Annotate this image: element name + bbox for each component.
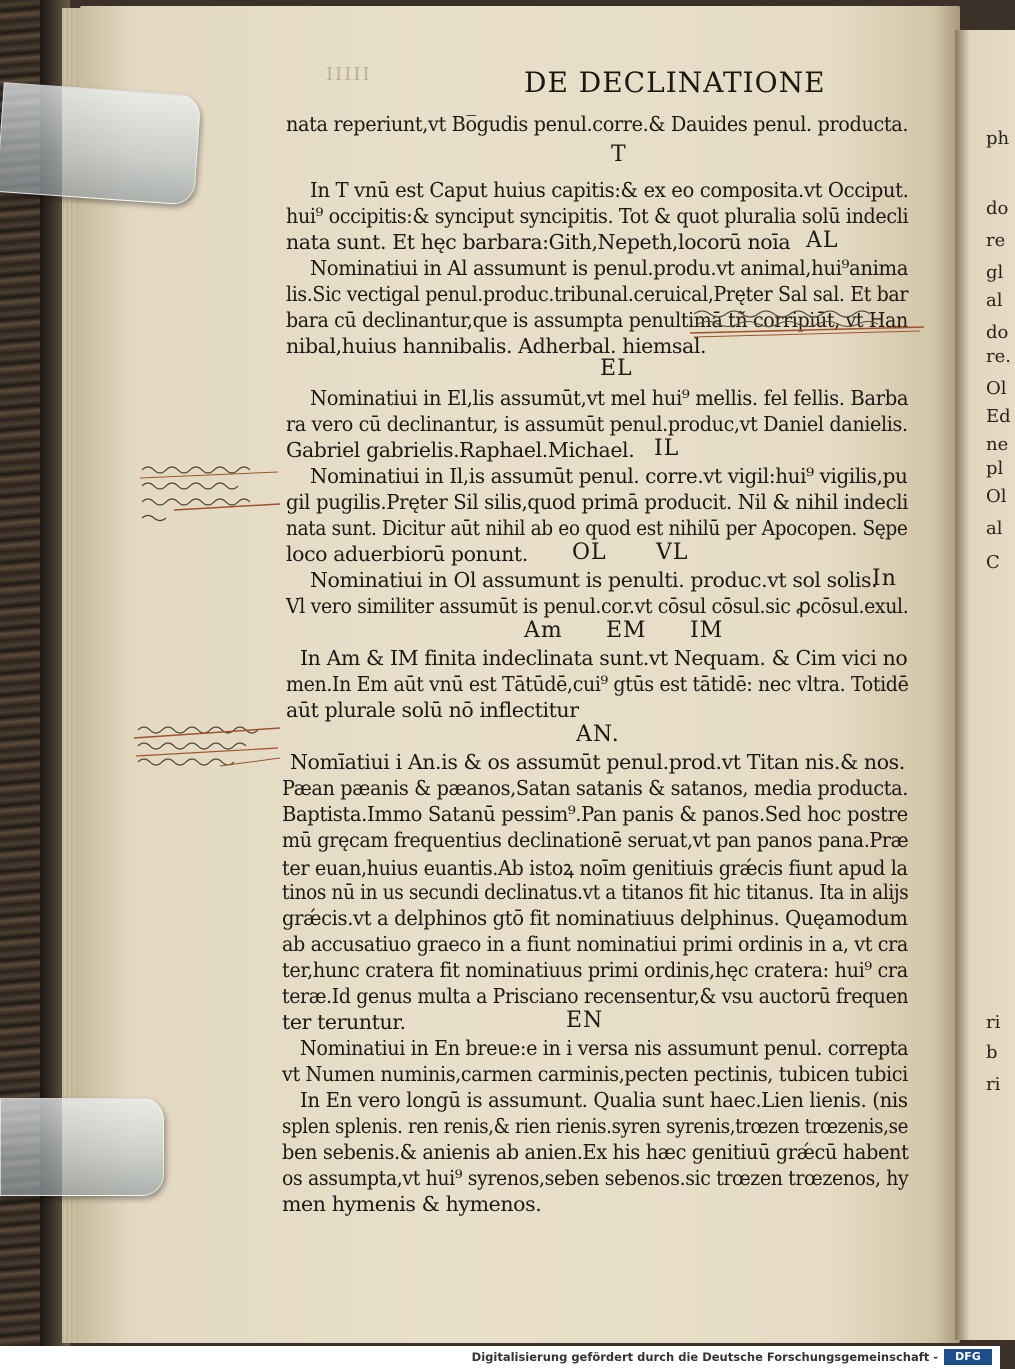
text-line: hui⁹ occipitis:& synciput syncipitis. Tot & quot pluralia solū indecli: [286, 204, 909, 228]
facing-page-fragment: re.: [986, 346, 1011, 367]
facing-page-fragment: ph: [986, 128, 1010, 149]
text-line: nibal,huius hannibalis. Adherbal. hiemsal.: [286, 334, 707, 358]
text-line: ben sebenis.& anienis ab anien.Ex his hæc genitiuū grǽcū habent: [282, 1140, 909, 1164]
text-line: nata reperiunt,vt Bo̅gudis penul.corre.& Dauides penul. producta.: [286, 112, 909, 136]
text-line: ra vero cū declinantur, is assumūt penul.produc,vt Daniel danielis.: [286, 412, 908, 436]
facing-page-fragment: Ol: [986, 486, 1007, 507]
text-line: Nominatiui in Al assumunt is penul.produ.vt animal,hui⁹anima: [310, 256, 909, 280]
facing-page-fragment: b: [986, 1042, 998, 1063]
facing-page-fragment: pl: [986, 458, 1004, 479]
text-line: ab accusatiuo graeco in a fiunt nominatiui primi ordinis in a, vt cra: [282, 932, 908, 956]
section-head: In: [872, 566, 897, 591]
text-line: gil pugilis.Pręter Sil silis,quod primā producit. Nil & nihil indecli: [286, 490, 909, 514]
facing-page-fragment: gl: [986, 262, 1004, 283]
handwritten-annotation-2: [134, 458, 284, 538]
text-line: In T vnū est Caput huius capitis:& ex eo composita.vt Occiput.: [310, 178, 909, 202]
text-line: Nominatiui in En breue:e in i versa nis assumunt penul. correpta: [300, 1036, 909, 1060]
text-line: nata sunt. Et hęc barbara:Gith,Nepeth,locorū noīa: [286, 230, 791, 254]
facing-page-fragment: Ed: [986, 406, 1011, 427]
text-line: men.In Em aūt vnū est Tātūdē,cui⁹ gtūs est tātidē: nec vltra. Totidē: [286, 672, 909, 696]
text-line: Pæan pæanis & pæanos,Satan satanis & satanos, media producta.: [282, 776, 908, 800]
section-head: EL: [600, 356, 633, 381]
text-line: tinos nū in us secundi declinatus.vt a titanos fit hic titanus. Ita in alijs: [282, 880, 909, 904]
facing-page-fragment: do: [986, 198, 1009, 219]
section-head: IL: [654, 436, 680, 461]
text-line: Gabriel gabrielis.Raphael.Michael.: [286, 438, 635, 462]
section-head: IM: [690, 618, 724, 643]
facing-page-fragment: do: [986, 322, 1009, 343]
text-line: grǽcis.vt a delphinos gtō fit nominatiuus delphinus. Quęamodum: [282, 906, 908, 930]
text-line: Nominatiui in Il,is assumūt penul. corre.vt vigil:hui⁹ vigilis,pu: [310, 464, 908, 488]
text-line: Nomīatiui i An.is & os assumūt penul.prod.vt Titan nis.& nos.: [290, 750, 905, 774]
page-clip-bottom: [0, 1098, 164, 1196]
facing-page-fragment: ri: [986, 1012, 1001, 1033]
section-head: Am: [524, 618, 563, 643]
digitization-footer: [0, 1346, 1000, 1369]
facing-page-fragment: ne: [986, 434, 1009, 455]
facing-page-fragment: re: [986, 230, 1006, 251]
facing-page-fragment: al: [986, 518, 1003, 539]
text-line: In Am & IM finita indeclinata sunt.vt Nequam. & Cim vici no: [300, 646, 908, 670]
text-line: Vl vero similiter assumūt is penul.cor.vt cōsul cōsul.sic ꝓcōsul.exul.: [286, 594, 909, 618]
text-line: men hymenis & hymenos.: [282, 1192, 542, 1216]
section-head: EN: [566, 1008, 604, 1033]
facing-page-edge: [955, 30, 1015, 1340]
facing-page-fragment: Ol: [986, 378, 1007, 399]
dfg-logo: DFG: [944, 1349, 992, 1365]
page-clip-top: [0, 82, 201, 206]
running-head: DE DECLINATIONE: [524, 66, 826, 99]
text-line: os assumpta,vt hui⁹ syrenos,seben sebenos.sic trœzen trœzenos, hy: [282, 1166, 909, 1190]
funding-credit: Digitalisierung gefördert durch die Deutsche Forschungsgemeinschaft -: [471, 1350, 938, 1364]
text-line: Nominatiui in El,lis assumūt,vt mel hui⁹ mellis. fel fellis. Barba: [310, 386, 909, 410]
section-head: AN.: [576, 722, 620, 747]
text-line: ter teruntur.: [282, 1010, 406, 1034]
faded-folio: IIIII: [326, 64, 372, 85]
text-line: bara cū declinantur,que is assumpta penultimā tñ corripiūt, vt Han: [286, 308, 908, 332]
text-line: vt Numen numinis,carmen carminis,pecten pectinis, tubicen tubici: [282, 1062, 908, 1086]
text-line: loco aduerbiorū ponunt.: [286, 542, 528, 566]
text-line: nata sunt. Dicitur aūt nihil ab eo quod est nihilū per Apocopen. Sępe: [286, 516, 908, 540]
section-head: AL: [806, 228, 839, 253]
section-head: VL: [656, 540, 689, 565]
text-line: mū gręcam frequentius declinationē seruat,vt pan panos pana.Præ: [282, 828, 909, 852]
text-line: Baptista.Immo Satanū pessim⁹.Pan panis & panos.Sed hoc postre: [282, 802, 908, 826]
section-head: EM: [606, 618, 647, 643]
section-head: OL: [572, 540, 607, 565]
handwritten-annotation-3: [130, 718, 282, 782]
text-line: ter,hunc cratera fit nominatiuus primi ordinis,hęc cratera: hui⁹ cra: [282, 958, 908, 982]
text-line: teræ.Id genus multa a Prisciano recensentur,& vsu auctorū frequen: [282, 984, 909, 1008]
text-line: aūt plurale solū nō inflectitur: [286, 698, 579, 722]
text-line: lis.Sic vectigal penul.produc.tribunal.ceruical,Pręter Sal sal. Et bar: [286, 282, 909, 306]
text-line: splen splenis. ren renis,& rien rienis.syren syrenis,trœzen trœzenis,se: [282, 1114, 908, 1138]
section-head: T: [611, 142, 627, 167]
facing-page-fragment: al: [986, 290, 1003, 311]
handwritten-annotation-1: [684, 300, 930, 340]
facing-page-fragment: C: [986, 552, 1000, 573]
text-line: Nominatiui in Ol assumunt is penulti. produc.vt sol solis.: [310, 568, 878, 592]
text-line: In En vero longū is assumunt. Qualia sunt haec.Lien lienis. (nis: [300, 1088, 908, 1112]
facing-page-fragment: ri: [986, 1074, 1001, 1095]
text-line: ter euan,huius euantis.Ab istoꝝ noīm genitiuis grǽcis fiunt apud la: [282, 856, 908, 880]
